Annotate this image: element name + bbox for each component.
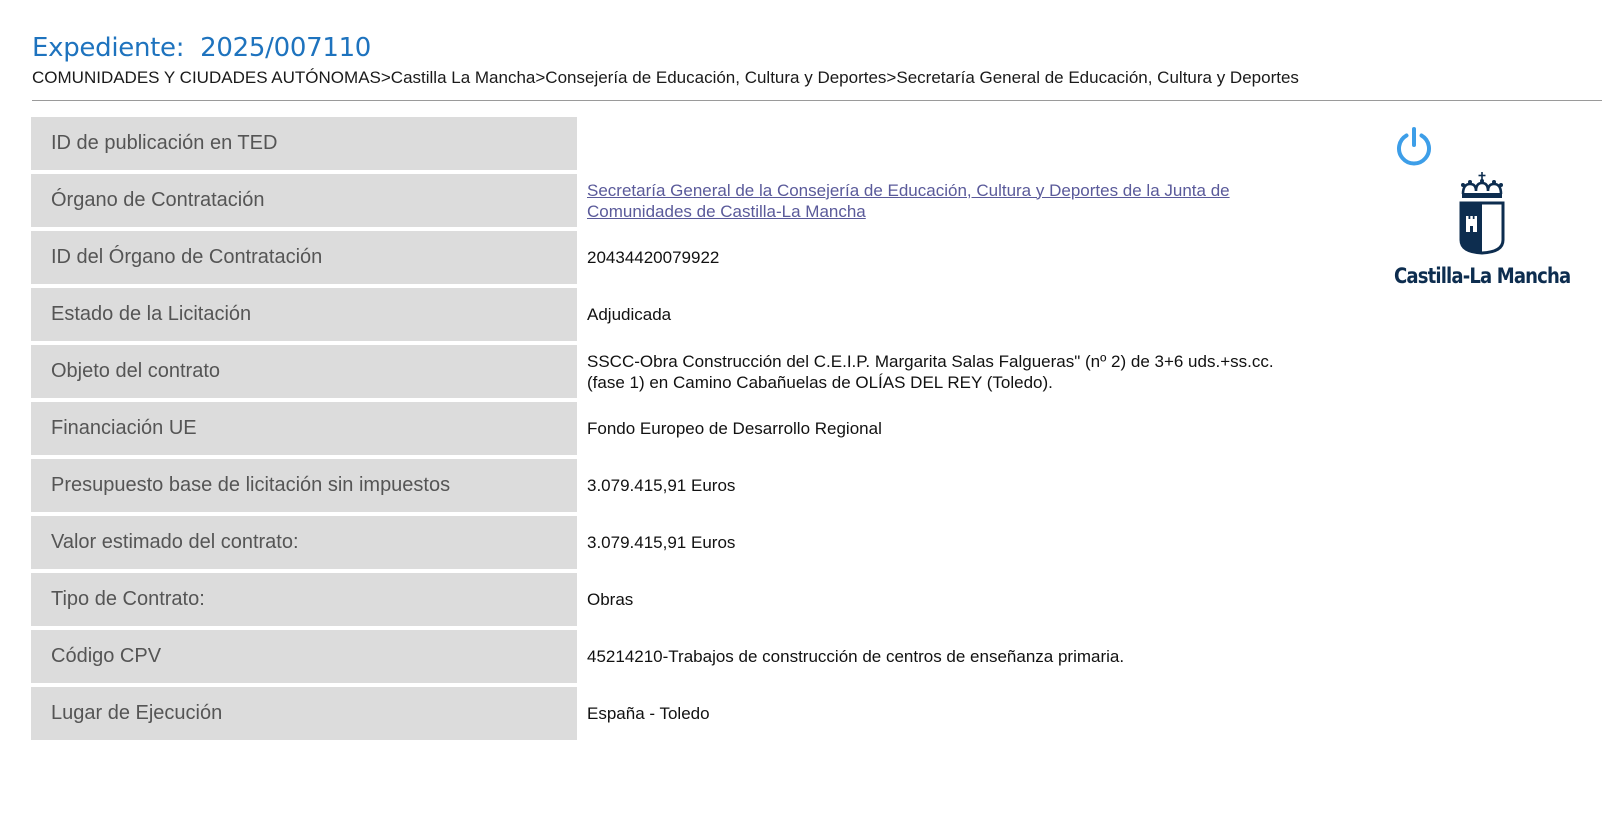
row-label: Financiación UE <box>31 402 577 455</box>
row-label: Estado de la Licitación <box>31 288 577 341</box>
page-title <box>32 30 1602 66</box>
breadcrumb: COMUNIDADES Y CIUDADES AUTÓNOMAS>Castilla La Mancha>Consejería de Educación, Cultura y Deportes>Secretaría General de Educación, Cultura y Deportes <box>32 68 1299 87</box>
table-row <box>31 117 1327 170</box>
table-row <box>31 174 1327 227</box>
row-value <box>577 345 1327 398</box>
row-value: 45214210-Trabajos de construcción de centros de enseñanza primaria. <box>587 647 1125 666</box>
table-row <box>31 288 1327 341</box>
table-row <box>31 231 1327 284</box>
row-value: 3.079.415,91 Euros <box>587 476 736 495</box>
page-header <box>32 30 1602 89</box>
power-icon[interactable] <box>1393 126 1435 168</box>
table-row <box>31 459 1327 512</box>
table-row <box>31 630 1327 683</box>
organo-contratacion-link[interactable]: Secretaría General de la Consejería de Educación, Cultura y Deportes de la Junta de Comunidades de Castilla-La Mancha <box>587 180 1230 221</box>
table-row <box>31 687 1327 740</box>
row-value: Obras <box>587 590 634 609</box>
row-label: Órgano de Contratación <box>31 174 577 227</box>
details-table <box>31 113 1327 744</box>
row-label: Presupuesto base de licitación sin impuestos <box>31 459 577 512</box>
table-row <box>31 402 1327 455</box>
table-row <box>31 516 1327 569</box>
table-row <box>31 345 1327 398</box>
row-value <box>577 174 1327 227</box>
row-label: Objeto del contrato <box>31 345 577 398</box>
row-label: Lugar de Ejecución <box>31 687 577 740</box>
expediente-number: 2025/007110 <box>200 33 372 63</box>
row-label: ID de publicación en TED <box>31 117 577 170</box>
row-value <box>577 117 1327 170</box>
row-value: 3.079.415,91 Euros <box>587 533 736 552</box>
row-label: Código CPV <box>31 630 577 683</box>
row-value: 20434420079922 <box>587 248 720 267</box>
table-row <box>31 573 1327 626</box>
logo-text: Castilla-La Mancha <box>1394 264 1571 288</box>
row-value: España - Toledo <box>587 704 710 723</box>
crest-icon <box>1455 172 1509 262</box>
row-label: ID del Órgano de Contratación <box>31 231 577 284</box>
row-value: Fondo Europeo de Desarrollo Regional <box>587 419 882 438</box>
row-label: Tipo de Contrato: <box>31 573 577 626</box>
row-label: Valor estimado del contrato: <box>31 516 577 569</box>
expediente-label: Expediente: <box>32 33 185 63</box>
value-line: SSCC-Obra Construcción del C.E.I.P. Margarita Salas Falgueras" (nº 2) de 3+6 uds.+ss.cc. <box>587 351 1274 371</box>
value-line: (fase 1) en Camino Cabañuelas de OLÍAS DEL REY (Toledo). <box>587 372 1053 392</box>
castilla-la-mancha-logo <box>1390 172 1576 292</box>
header-divider <box>32 100 1602 101</box>
row-value: Adjudicada <box>587 305 672 324</box>
